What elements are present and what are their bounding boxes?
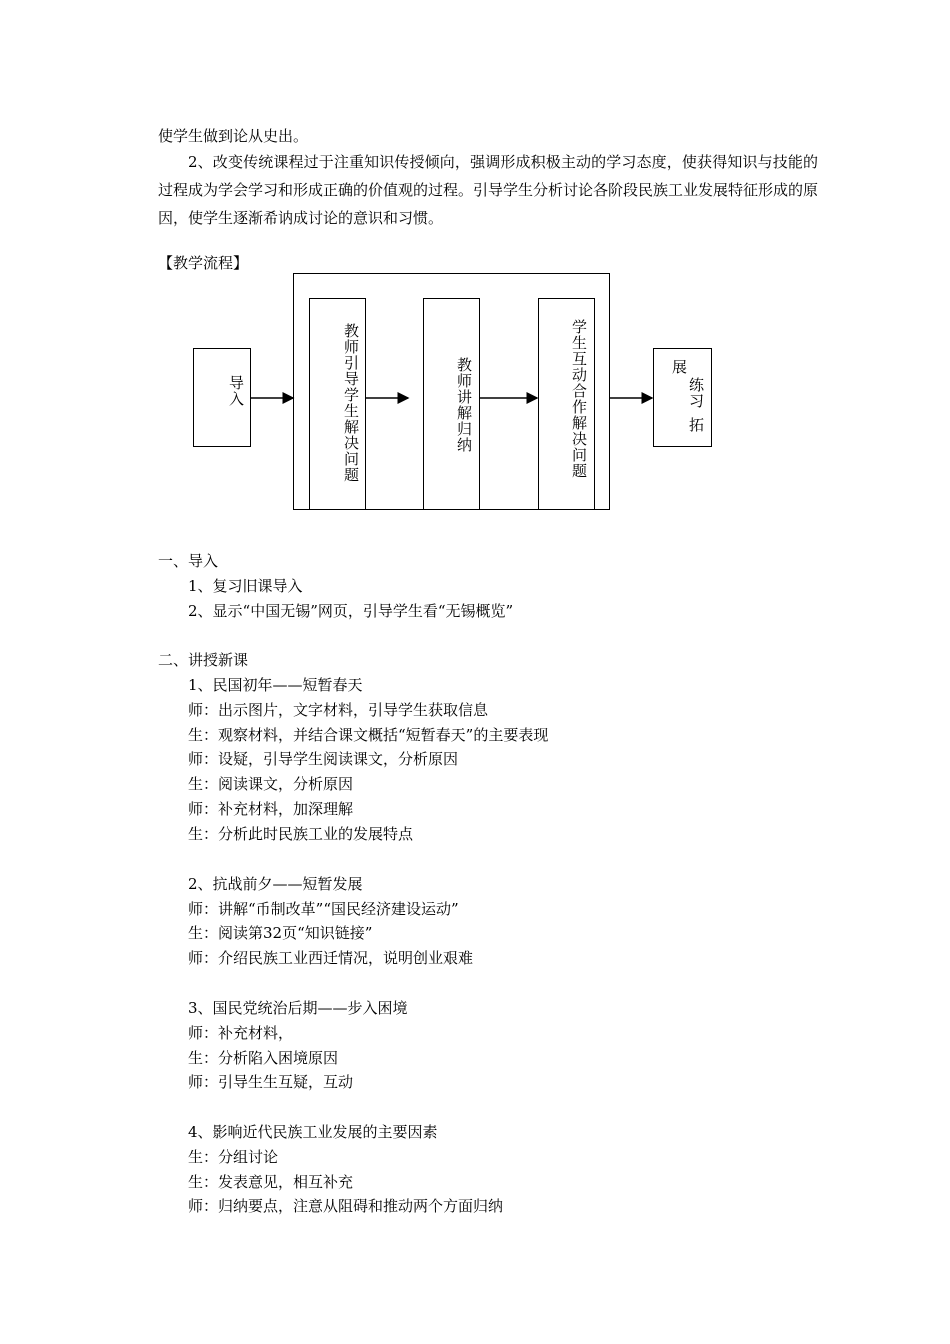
part-heading: 3、国民党统治后期——步入困境 (188, 999, 408, 1017)
flow-arrows (0, 0, 950, 600)
section1-item: 1、复习旧课导入 (188, 577, 303, 595)
section1-item: 2、显示“中国无锡”网页，引导学生看“无锡概览” (188, 602, 514, 620)
part-line: 生：分组讨论 (188, 1148, 279, 1166)
step-practice-label-3: 拓 (687, 417, 705, 433)
part-line: 师：讲解“币制改革”“国民经济建设运动” (188, 900, 459, 918)
part-line: 生：发表意见，相互补充 (188, 1173, 354, 1191)
intro-line: 使学生做到论从史出。 (158, 127, 309, 145)
section2-title: 二、讲授新课 (158, 651, 249, 669)
part-heading: 2、抗战前夕——短暂发展 (188, 875, 363, 893)
part-line: 师：出示图片，文字材料，引导学生获取信息 (188, 701, 489, 719)
part-line: 师：设疑，引导学生阅读课文，分析原因 (188, 750, 459, 768)
part-heading: 4、影响近代民族工业发展的主要因素 (188, 1123, 438, 1141)
step-teacher-guide-label: 教师引导学生解决问题 (342, 323, 360, 483)
part-line: 生：阅读课文，分析原因 (188, 775, 354, 793)
part-line: 生：分析此时民族工业的发展特点 (188, 825, 414, 843)
part-line: 师：介绍民族工业西迁情况，说明创业艰难 (188, 949, 474, 967)
part-heading: 1、民国初年——短暂春天 (188, 676, 363, 694)
section1-title: 一、导入 (158, 552, 219, 570)
part-line: 师：补充材料，加深理解 (188, 800, 354, 818)
step-practice-label-1: 展 (670, 359, 688, 375)
step-student-label: 学生互动合作解决问题 (570, 319, 588, 479)
flow-heading: 【教学流程】 (158, 254, 249, 272)
part-line: 师：归纳要点，注意从阻碍和推动两个方面归纳 (188, 1197, 504, 1215)
step-teacher-explain-label: 教师讲解归纳 (455, 357, 473, 453)
part-line: 生：阅读第32页“知识链接” (188, 924, 373, 942)
part-line: 师：引导生生互疑，互动 (188, 1073, 354, 1091)
part-line: 生：观察材料，并结合课文概括“短暂春天”的主要表现 (188, 726, 549, 744)
part-line: 师：补充材料， (188, 1024, 294, 1042)
intro-paragraph: 2、改变传统课程过于注重知识传授倾向，强调形成积极主动的学习态度，使获得知识与技能的过程成为学会学习和形成正确的价值观的过程。引导学生分析讨论各阶段民族工业发展特征形成的原因，使学生逐渐希讷成讨论的意识和习惯。 (158, 153, 819, 227)
step-practice-label-2: 练习 (687, 377, 705, 409)
step-intro-label: 导入 (227, 375, 245, 407)
part-line: 生：分析陷入困境原因 (188, 1049, 339, 1067)
